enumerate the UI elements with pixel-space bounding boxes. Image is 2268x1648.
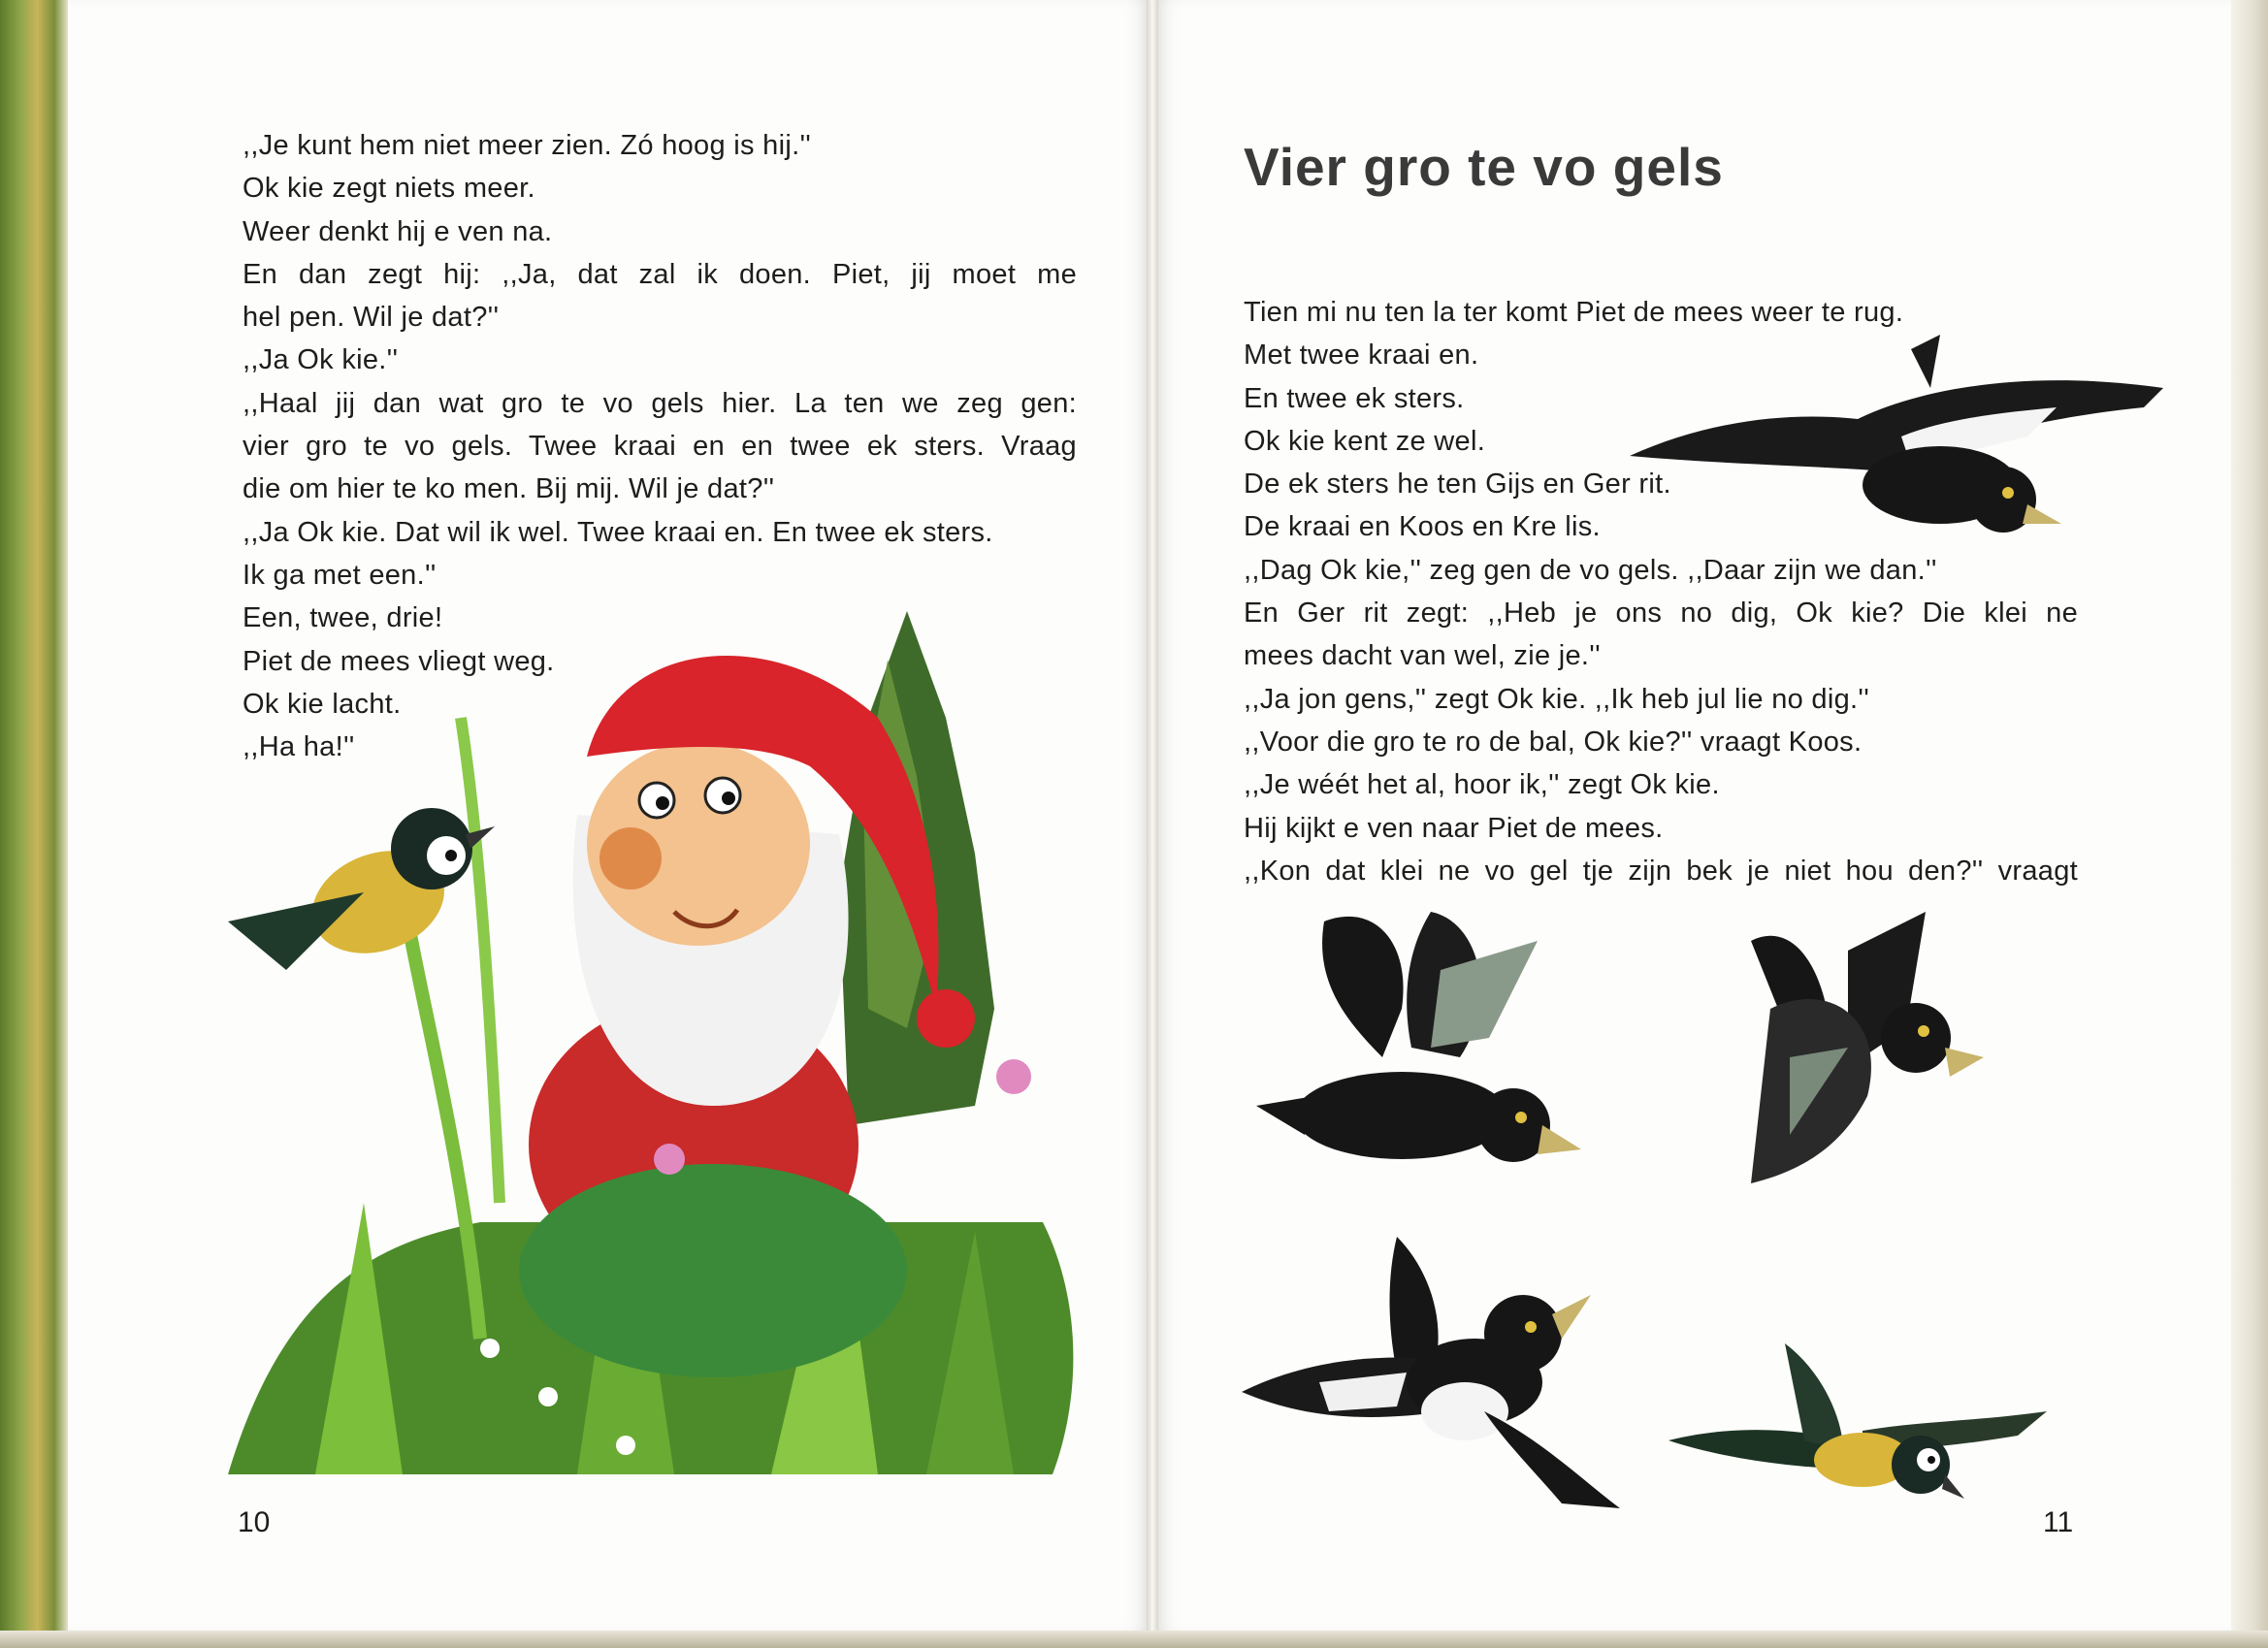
text-line: ,,Je wéét het al, hoor ik,'' zegt Ok kie. (1244, 769, 1720, 801)
text-line: vier gro te vo gels. Twee kraai en en twee ek sters. Vraag (243, 431, 1077, 463)
text-line: Ik ga met een.'' (243, 559, 437, 591)
gnome-and-bird-icon (170, 601, 1120, 1474)
text-line: Weer denkt hij e ven na. (243, 215, 553, 247)
text-line: En twee ek sters. (1244, 382, 1465, 414)
crows-icon (1247, 902, 2023, 1222)
magpie-icon (1620, 330, 2163, 553)
text-line: En Ger rit zegt: ,,Heb je ons no dig, Ok kie? Die klei ne (1244, 598, 2078, 630)
text-line: En dan zegt hij: ,,Ja, dat zal ik doen. Piet, jij moet me (243, 258, 1077, 290)
text-line: Met twee kraai en. (1244, 339, 1479, 372)
text-line: ,,Je kunt hem niet meer zien. Zó hoog is hij.'' (243, 130, 812, 161)
magpie-and-tit-icon (1242, 1227, 2057, 1518)
text-line: ,,Dag Ok kie,'' zeg gen de vo gels. ,,Daar zijn we dan.'' (1244, 554, 1937, 586)
book-cover-edge-bottom (0, 1631, 2268, 1648)
book-cover-edge-left (0, 0, 68, 1648)
text-line: ,,Ja jon gens,'' zegt Ok kie. ,,Ik heb jul lie no dig.'' (1244, 683, 1870, 715)
page-number-right: 11 (2043, 1506, 2074, 1538)
text-line: Ok kie lacht. (243, 688, 402, 720)
text-line: Hij kijkt e ven naar Piet de mees. (1244, 812, 1664, 844)
text-line: Ok kie kent ze wel. (1244, 425, 1486, 457)
book-gutter (1147, 0, 1158, 1632)
text-line: ,,Haal jij dan wat gro te vo gels hier. La ten we zeg gen: (243, 387, 1077, 419)
text-line: mees dacht van wel, zie je.'' (1244, 640, 1601, 672)
page-number-left: 10 (238, 1506, 271, 1538)
text-line: ,,Voor die gro te ro de bal, Ok kie?'' vraagt Koos. (1244, 726, 1863, 758)
text-line: Ok kie zegt niets meer. (243, 173, 535, 205)
text-line: Tien mi nu ten la ter komt Piet de mees weer te rug. (1244, 297, 1904, 328)
chapter-title: Vier gro te vo gels (1244, 137, 1724, 197)
text-line: De kraai en Koos en Kre lis. (1244, 511, 1601, 543)
text-line: hel pen. Wil je dat?'' (243, 302, 500, 334)
book-cover-edge-right (2231, 0, 2268, 1648)
text-line: De ek sters he ten Gijs en Ger rit. (1244, 469, 1671, 501)
text-line: Een, twee, drie! (243, 602, 443, 634)
text-line: ,,Ja Ok kie. Dat wil ik wel. Twee kraai en. En twee ek sters. (243, 516, 993, 548)
text-line: ,,Ja Ok kie.'' (243, 344, 399, 376)
text-line: Piet de mees vliegt weg. (243, 645, 555, 677)
text-line: die om hier te ko men. Bij mij. Wil je dat?'' (243, 473, 775, 505)
text-line: ,,Ha ha!'' (243, 731, 355, 763)
text-line: ,,Kon dat klei ne vo gel tje zijn bek je niet hou den?'' vraagt (1244, 855, 2078, 887)
